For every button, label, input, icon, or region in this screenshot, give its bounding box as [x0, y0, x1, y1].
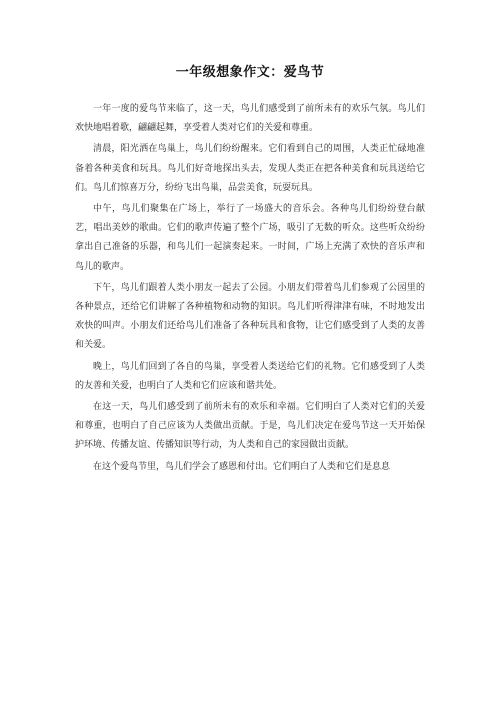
paragraph-2: 清晨，阳光洒在鸟巢上，鸟儿们纷纷醒来。它们看到自己的周围，人类正忙碌地准备着各种美食和玩具。鸟儿们好奇地探出头去，发现人类正在把各种美食和玩具送给它们。鸟儿们惊喜万分，纷纷飞出鸟巢，品尝美食，玩耍玩具。: [75, 144, 425, 193]
document-title: 一年级想象作文：爱鸟节: [175, 65, 325, 80]
paragraph-5: 晚上，鸟儿们回到了各自的鸟巢，享受着人类送给它们的礼物。它们感受到了人类的友善和关爱，也明白了人类和它们应该和谐共处。: [75, 361, 425, 391]
paragraph-3: 中午，鸟儿们聚集在广场上，举行了一场盛大的音乐会。各种鸟儿们纷纷登台献艺，唱出美妙的歌曲。它们的歌声传遍了整个广场，吸引了无数的听众。这些听众纷纷拿出自己准备的乐器，和鸟儿们一起演奏起来。一时间，广场上充满了欢快的音乐声和鸟儿的歌声。: [75, 204, 425, 272]
paragraph-7: 在这个爱鸟节里，鸟儿们学会了感恩和付出。它们明白了人类和它们是息息: [93, 461, 391, 472]
paragraph-4: 下午，鸟儿们跟着人类小朋友一起去了公园。小朋友们带着鸟儿们参观了公园里的各种景点，还给它们讲解了各种植物和动物的知识。鸟儿们听得津津有味，不时地发出欢快的叫声。小朋友们还给鸟儿们准备了各种玩具和食物，让它们感受到了人类的友善和关爱。: [75, 282, 425, 351]
paragraph-1: 一年一度的爱鸟节来临了，这一天，鸟儿们感受到了前所未有的欢乐气氛。鸟儿们欢快地唱着歌，翩翩起舞，享受着人类对它们的关爱和尊重。: [75, 104, 425, 134]
paragraph-6: 在这一天，鸟儿们感受到了前所未有的欢乐和幸福。它们明白了人类对它们的关爱和尊重，也明白了自己应该为人类做出贡献。于是，鸟儿们决定在爱鸟节这一天开始保护环境、传播友谊、传播知识等行动，为人类和自己的家园做出贡献。: [75, 402, 425, 451]
